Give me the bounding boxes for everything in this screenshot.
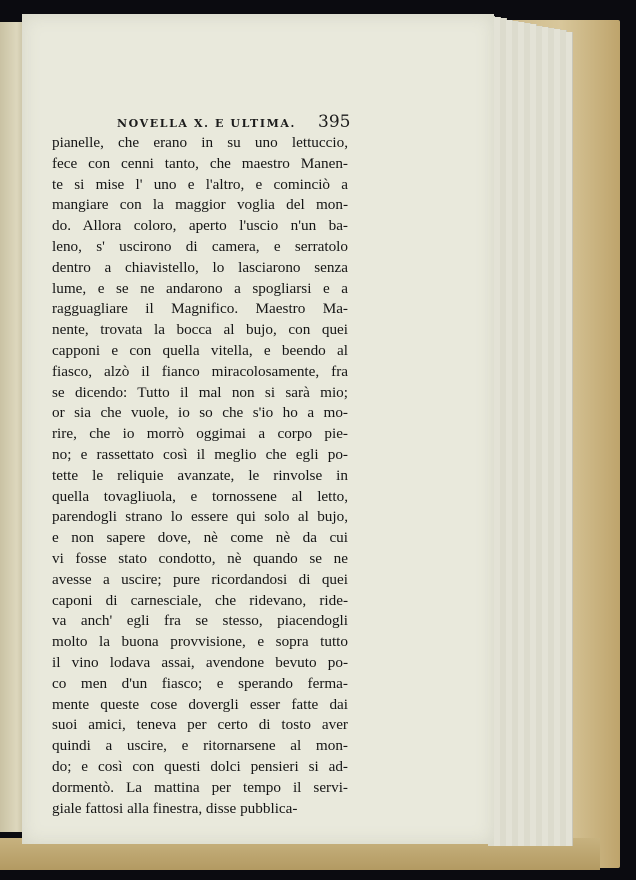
page-number: 395 — [318, 112, 351, 132]
running-head: NOVELLA X. E ULTIMA. — [117, 117, 296, 130]
body-text — [52, 133, 348, 819]
text-line: vi fosse stato condotto, nè quando se ne — [52, 549, 348, 567]
text-line: caponi di carnesciale, che ridevano, ride- — [52, 591, 348, 609]
text-line: quindi a uscire, e ritornarsene al mon- — [52, 737, 348, 755]
text-line: suoi amici, teneva per certo di tosto aver — [52, 716, 348, 734]
text-line: e non sapere dove, nè come nè da cui — [52, 529, 348, 547]
text-line: or sia che vuole, io so che s'io ho a mo- — [52, 404, 348, 422]
text-line: rire, che io morrò oggimai a corpo pie- — [52, 425, 348, 443]
text-line: dentro a chiavistello, lo lasciarono senza — [52, 258, 348, 276]
page-edges — [488, 16, 588, 846]
text-line: fiasco, alzò il fianco miracolosamente, fra — [52, 362, 348, 380]
text-line: molto la buona provvisione, e sopra tutto — [52, 633, 348, 651]
text-line: co men d'un fiasco; e sperando ferma- — [52, 674, 348, 692]
text-line: se dicendo: Tutto il mal non si sarà mio; — [52, 383, 348, 401]
text-line: do. Allora coloro, aperto l'uscio n'un ba- — [52, 217, 348, 235]
text-line: avesse a uscire; pure ricordandosi di quei — [52, 570, 348, 588]
text-line: giale fattosi alla finestra, disse pubblica- — [52, 799, 298, 817]
text-line: mangiare con la maggior voglia del mon- — [52, 196, 348, 214]
text-line: lume, e se ne andarono a spogliarsi e a — [52, 279, 348, 297]
page-edge-strip — [566, 32, 573, 846]
text-line: pianelle, che erano in su uno lettuccio, — [52, 134, 348, 151]
text-line: dormentò. La mattina per tempo il servi- — [52, 778, 348, 796]
text-line: leno, s' uscirono di camera, e serratolo — [52, 237, 348, 255]
text-line: tette le reliquie avanzate, le rinvolse in — [52, 466, 348, 484]
text-line: quella tovagliuola, e tornossene al letto, — [52, 487, 348, 505]
text-line: capponi e con quella vitella, e beendo al — [52, 341, 348, 359]
text-line: ragguagliare il Magnifico. Maestro Ma- — [52, 300, 348, 318]
text-line: parendogli strano lo essere qui solo al bujo, — [52, 508, 348, 526]
text-line: fece con cenni tanto, che maestro Manen- — [52, 154, 348, 172]
text-line: do; e così con questi dolci pensieri si ad- — [52, 757, 348, 775]
text-line: il vino lodava assai, avendone bevuto po- — [52, 653, 348, 671]
text-line: te si mise l' uno e l'altro, e cominciò a — [52, 175, 348, 193]
text-line: nente, trovata la bocca al bujo, con quei — [52, 321, 348, 339]
text-line: no; e rassettato così il meglio che egli po- — [52, 445, 348, 463]
text-line: va anch' egli fra se stesso, piacendogli — [52, 612, 348, 630]
text-line: mente queste cose dovergli esser fatte dai — [52, 695, 348, 713]
